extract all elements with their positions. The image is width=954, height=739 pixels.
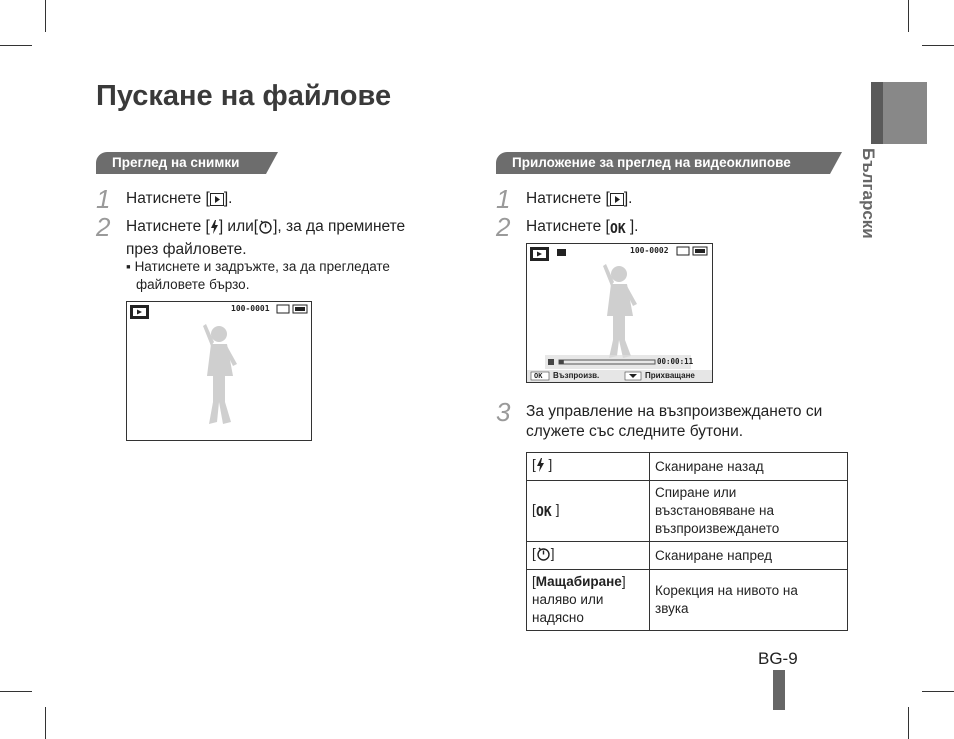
page-title: Пускане на файлове: [96, 80, 392, 112]
step-text-part: ].: [629, 218, 639, 235]
ok-icon: [536, 504, 556, 522]
value-line: Спиране или: [655, 485, 737, 500]
key-bracket: ]: [555, 501, 560, 517]
bullet-text: Натиснете и задръжте, за да прегледате: [134, 259, 390, 274]
step-text-part: ].: [623, 190, 633, 207]
crop-mark: [922, 45, 954, 46]
key-bracket: [: [532, 457, 536, 472]
flash-icon: [210, 220, 219, 240]
page-marker-bar: [773, 670, 785, 710]
key-line: наляво или: [532, 592, 604, 607]
crop-mark: [922, 691, 954, 692]
step-number: 1: [96, 184, 111, 214]
table-key: [527, 481, 650, 542]
svg-text:OK: OK: [535, 504, 552, 517]
section-title: Приложение за преглед на видеоклипове: [512, 155, 791, 170]
camera-screen-video: [526, 243, 713, 383]
ok-key-label: OK: [534, 372, 543, 380]
table-key: [527, 453, 650, 481]
value-line: възстановяване на: [655, 503, 774, 518]
section-title: Преглед на снимки: [112, 155, 240, 170]
table-value: Сканиране напред: [650, 542, 848, 570]
value-line: звука: [655, 601, 689, 616]
value-line: Корекция на нивото на: [655, 583, 798, 598]
step-number: 1: [496, 184, 511, 214]
step-text-part: Натиснете [: [526, 190, 610, 207]
crop-mark: [908, 707, 909, 739]
screen-graphic: [127, 302, 311, 440]
step-number: 2: [96, 212, 111, 242]
section-tab-video: [496, 152, 830, 174]
step-text-part: ], за да преминете: [273, 218, 406, 235]
crop-mark: [45, 0, 46, 32]
file-number: 100-0002: [630, 246, 669, 255]
table-row: [527, 542, 848, 570]
table-value: Сканиране назад: [650, 453, 848, 481]
key-bold: Мащабиране: [535, 574, 622, 589]
crop-mark: [908, 0, 909, 32]
bullet-text: файловете бързо.: [136, 277, 250, 292]
step-text: [526, 189, 632, 212]
step-text-part: Натиснете [: [126, 218, 210, 235]
step-number: 2: [496, 212, 511, 242]
crop-mark: [0, 45, 32, 46]
bullet-note: [126, 258, 390, 294]
ok-icon: [610, 220, 630, 240]
step-number: 3: [496, 397, 511, 427]
section-tab-photos: [96, 152, 266, 174]
person-silhouette: [203, 324, 237, 424]
step-text: [126, 189, 232, 212]
crop-mark: [0, 691, 32, 692]
video-time: 00:00:11: [657, 357, 694, 366]
step-text-part: ] или[: [218, 218, 259, 235]
key-bracket: [: [532, 501, 536, 517]
capture-label: Прихващане: [645, 371, 695, 380]
bullet-mark: ▪: [126, 259, 131, 274]
step-text-part: ].: [223, 190, 233, 207]
person-silhouette: [603, 264, 637, 358]
table-key: [Мащабиране] наляво или надясно: [527, 570, 650, 631]
flash-icon: [536, 458, 545, 477]
play-icon: [210, 192, 224, 212]
table-row: [527, 481, 848, 542]
step-text: [126, 217, 405, 260]
step-text-part: през файловете.: [126, 241, 247, 258]
key-bracket: ]: [550, 546, 555, 561]
playback-controls-table: [526, 452, 848, 631]
crop-mark: [45, 707, 46, 739]
self-timer-icon: [536, 546, 551, 566]
file-number: 100-0001: [231, 304, 270, 313]
page-number: BG-9: [758, 649, 798, 668]
language-label: Български: [859, 148, 878, 239]
step-text-part: Натиснете [: [526, 218, 610, 235]
table-key: [527, 542, 650, 570]
table-value: [650, 481, 848, 542]
key-bracket: [: [532, 546, 536, 561]
step-text-part: Натиснете [: [126, 190, 210, 207]
key-line: надясно: [532, 610, 584, 625]
step-text: [526, 402, 822, 442]
value-line: възпроизвеждането: [655, 521, 780, 536]
play-label: Възпроизв.: [553, 371, 600, 380]
language-tab-edge: [871, 82, 883, 144]
step-text-part: служете със следните бутони.: [526, 423, 744, 440]
step-text-part: За управление на възпроизвеждането си: [526, 403, 823, 420]
key-bracket: ]: [544, 457, 553, 472]
svg-text:OK: OK: [609, 222, 626, 234]
table-row: [527, 570, 848, 631]
camera-screen-photo: [126, 301, 312, 441]
table-row: [527, 453, 848, 481]
play-icon: [610, 192, 624, 212]
step-text: [526, 217, 638, 240]
table-value: [650, 570, 848, 631]
self-timer-icon: [258, 219, 273, 240]
